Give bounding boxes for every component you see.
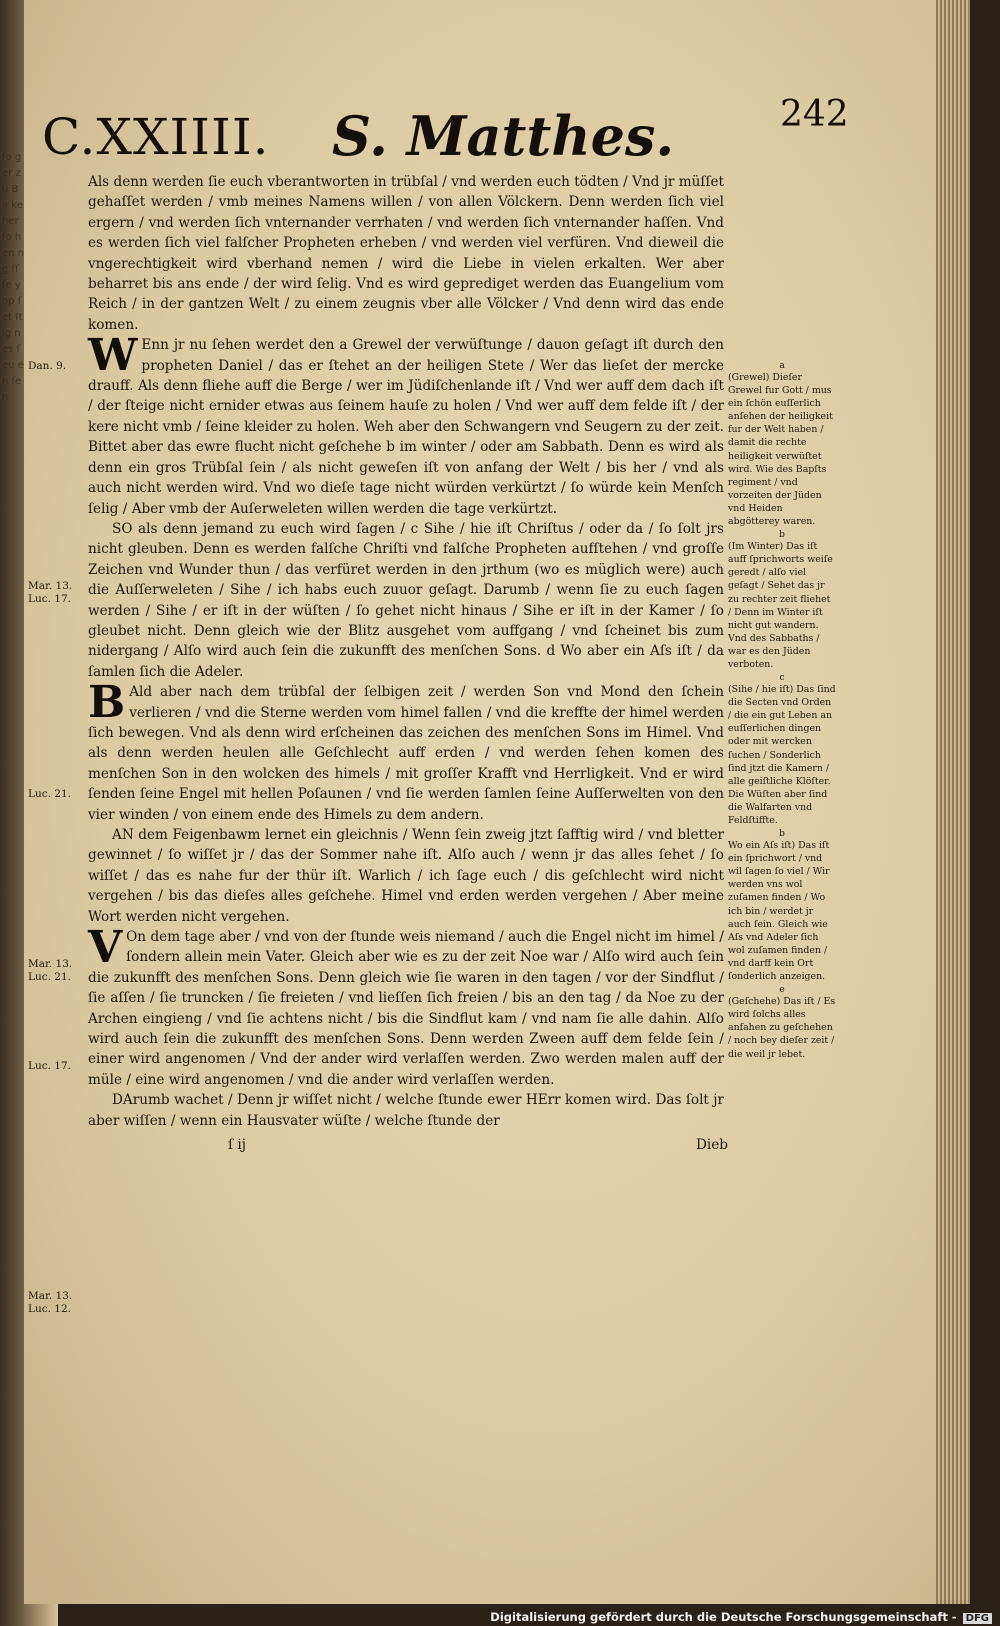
- gloss-mark: b: [779, 530, 785, 541]
- leaf-number: C.XXIIII.: [42, 108, 270, 166]
- gloss: (Sihe / hie iſt) Das ſind die Secten vnd Orden / die ein gut Leben an euſſerlichen dingen oder mit wercken ſuchen / Sonderlich ſind jtzt die Kamern / alle geiſtliche Klöſter. Die Wüſten aber ſind die Walfarten vnd Feldſtiffte.: [728, 684, 836, 826]
- ref-note: Luc. 21.: [28, 788, 71, 800]
- running-title: S. Matthes.: [332, 104, 675, 168]
- paragraph: AN dem Feigenbawm lernet ein gleichnis / Wenn ſein zweig jtzt ſafftig wird / vnd bletter gewinnet / ſo wiſſet jr / das der Sommer nahe iſt. Alſo auch / wenn jr das alles ſehet / ſo wiſſet / das es nahe fur der thür iſt. Warlich / ich ſage euch / dis geſchlecht wird nicht vergehen / bis das dieſes alles geſchehe. Himel vnd erden werden vergehen / Aber meine Wort werden nicht vergehen.: [88, 827, 724, 925]
- ref-note: Luc. 17.: [28, 1060, 71, 1072]
- ref-note: Mar. 13. Luc. 21.: [28, 958, 73, 983]
- drop-capital: V: [88, 922, 123, 974]
- page-foot: [228, 1135, 728, 1155]
- gloss: (Grewel) Dieſer Grewel fur Gott / mus ein ſchön euſſerlich anſehen der heiligkeit fur der Welt haben / damit die rechte heiligkeit verwüſtet wird. Wie des Bapſts regiment / vnd vorzeiten der Jüden vnd Heiden abgötterey waren.: [728, 372, 833, 528]
- paragraph: [88, 330, 724, 519]
- paragraph: DArumb wachet / Denn jr wiſſet nicht / welche ſtunde ewer HErr komen wird. Das ſolt jr aber wiſſen / wenn ein Hausvater wüſte / welche ſtunde der: [88, 1092, 724, 1129]
- paragraph-text: Ald aber nach dem trübſal der ſelbigen zeit / werden Son vnd Mond den ſchein verlieren / vnd die Sterne werden vom himel fallen / vnd die kreffte der himel werden ſich bewegen. Vnd als denn wird erſcheinen das zeichen des menſchen Sons im Himel. Vnd als denn werden heulen alle Geſchlecht auff erden / vnd werden ſehen komen des menſchen Son in den wolcken des himels / mit groſſer Krafft vnd Herrligkeit. Vnd er wird ſenden ſeine Engel mit hellen Poſaunen / vnd ſie werden ſamlen ſeine Auſſerwelten von den vier winden / von einem ende des Himels zu dem andern.: [88, 684, 724, 823]
- gloss-mark: b: [779, 829, 785, 840]
- credit-text: Digitalisierung gefördert durch die Deutsche Forschungsgemeinschaft -: [490, 1610, 957, 1624]
- right-margin-glosses: [728, 362, 836, 1064]
- page-edges: [936, 0, 968, 1604]
- paragraph: [88, 677, 724, 825]
- gloss: Wo ein Aſs iſt) Das iſt ein ſprichwort / vnd wil ſagen ſo viel / Wir werden vns wol zuſamen finden / Wo ich bin / werdet jr auch ſein. Gleich wie Aſs vnd Adeler ſich wol zuſamen finden / vnd darff kein Ort ſonderlich anzeigen.: [728, 840, 830, 983]
- page-header: [42, 94, 849, 174]
- ref-note: Dan. 9.: [28, 360, 67, 372]
- ref-note: Mar. 13. Luc. 12.: [28, 1290, 73, 1315]
- paragraph-text: Enn jr nu ſehen werdet den a Grewel der verwüſtunge / dauon geſagt iſt durch den propheten Daniel / das er ſtehet an der heiligen Stete / Wer das lieſet der mercke drauff. Als denn fliehe auff die Berge / wer im Jüdiſchenlande iſt / Vnd wer auff dem dach iſt / der ſteige nicht ernider etwas aus ſeinem hauſe zu holen / Vnd wer auff dem felde iſt / der kere nicht vmb / ſeine kleider zu holen. Weh aber den Schwangern vnd Seugern zu der zeit. Bittet aber das ewre flucht nicht geſchehe b im winter / oder am Sabbath. Denn es wird als denn ein gros Trübſal ſein / als nicht geweſen iſt von anfang der Welt / bis her / vnd als auch nicht werden wird. Vnd wo dieſe tage nicht würden verkürtzt / ſo würde kein Menſch ſelig / Aber vmb der Auſerweleten willen werden die tage verkürtzt.: [88, 337, 724, 517]
- paragraph: [88, 922, 724, 1090]
- catchword: Dieb: [696, 1137, 728, 1154]
- gutter-fragments: ſo ger zu Ba ke her ſo hen ng ſſ ſe yop ſet ſtig nes ſeu en ſen: [2, 152, 25, 403]
- gloss-mark: c: [779, 673, 785, 684]
- gloss: (Geſchehe) Das iſt / Es wird ſolchs alles anfahen zu geſchehen / noch bey dieſer zeit / die weil jr lebet.: [728, 996, 836, 1060]
- ref-note: Mar. 13. Luc. 17.: [28, 580, 73, 605]
- drop-capital: W: [88, 330, 138, 382]
- drop-capital: B: [88, 677, 126, 729]
- gloss-mark: e: [779, 985, 785, 996]
- paragraph-text: On dem tage aber / vnd von der ſtunde weis niemand / auch die Engel nicht im himel / ſondern allein mein Vater. Gleich aber wie es zu der zeit Noe war / Alſo wird auch ſein die zukunfft des menſchen Sons. Denn gleich wie ſie waren in den tagen / vor der Sindflut / ſie aſſen / ſie truncken / ſie freieten / vnd lieſſen ſich freien / bis an den tag / da Noe zu der Archen eingieng / vnd ſie achtens nicht / bis die Sindflut kam / vnd nam ſie alle dahin. Alſo wird auch ſein die zukunfft des menſchen Sons. Denn werden Zween auff dem felde ſein / einer wird angenomen / Vnd der ander wird verlaſſen werden. Zwo werden malen auff der müle / eine wird angenomen / vnd die ander wird verlaſſen werden.: [88, 929, 724, 1088]
- gloss-mark: a: [779, 361, 785, 371]
- paragraph: Als denn werden ſie euch vberantworten in trübſal / vnd werden euch tödten / Vnd jr müſſet gehaſſet werden / vmb meines Namens willen / von allen Völckern. Denn werden ſich viel ergern / vnd werden ſich vnternander verrhaten / vnd werden ſich vnternander haſſen. Vnd es werden ſich viel falſcher Propheten erheben / vnd werden viel verfüren. Vnd dieweil die vngerechtigkeit wird vberhand nemen / wird die Liebe in vielen erkalten. Wer aber beharret bis ans ende / der wird ſelig. Vnd es wird geprediget werden das Euangelium vom Reich / in der gantzen Welt / zu einem zeugnis vber alle Völcker / Vnd denn wird das ende komen.: [88, 174, 724, 333]
- signature-mark: ſ ij: [228, 1137, 246, 1154]
- main-text-column: [88, 172, 728, 1156]
- page-number: 242: [780, 94, 849, 135]
- paragraph: SO als denn jemand zu euch wird ſagen / c Sihe / hie iſt Chriſtus / oder da / ſo ſolt jrs nicht gleuben. Denn es werden falſche Chriſti vnd falſche Propheten aufſtehen / vnd groſſe Zeichen vnd Wunder thun / das verfüret werden in den jrthum (wo es müglich were) auch die Auſſerweleten / Sihe / ich habs euch zuuor geſagt. Darumb / wenn ſie zu euch ſagen werden / Sihe / er iſt in der wüſten / ſo gehet nicht hinaus / Sihe er iſt in der Kamer / ſo gleubet nicht. Denn gleich wie der Blitz ausgehet vom auffgang / vnd ſcheinet bis zum nidergang / Alſo wird auch ſein die zukunfft des menſchen Sons. d Wo aber ein Aſs iſt / da ſamlen ſich die Adeler.: [88, 520, 724, 680]
- dfg-logo: DFG: [963, 1613, 992, 1624]
- left-margin-references: [28, 360, 84, 1320]
- gloss: (Im Winter) Das iſt auff ſprichworts weiſe geredt / alſo viel geſagt / Sehet das jr zu rechter zeit fliehet / Denn im Winter iſt nicht gut wandern. Vnd des Sabbaths / war es den Jüden verboten.: [728, 541, 833, 670]
- funding-credit: [490, 1610, 992, 1624]
